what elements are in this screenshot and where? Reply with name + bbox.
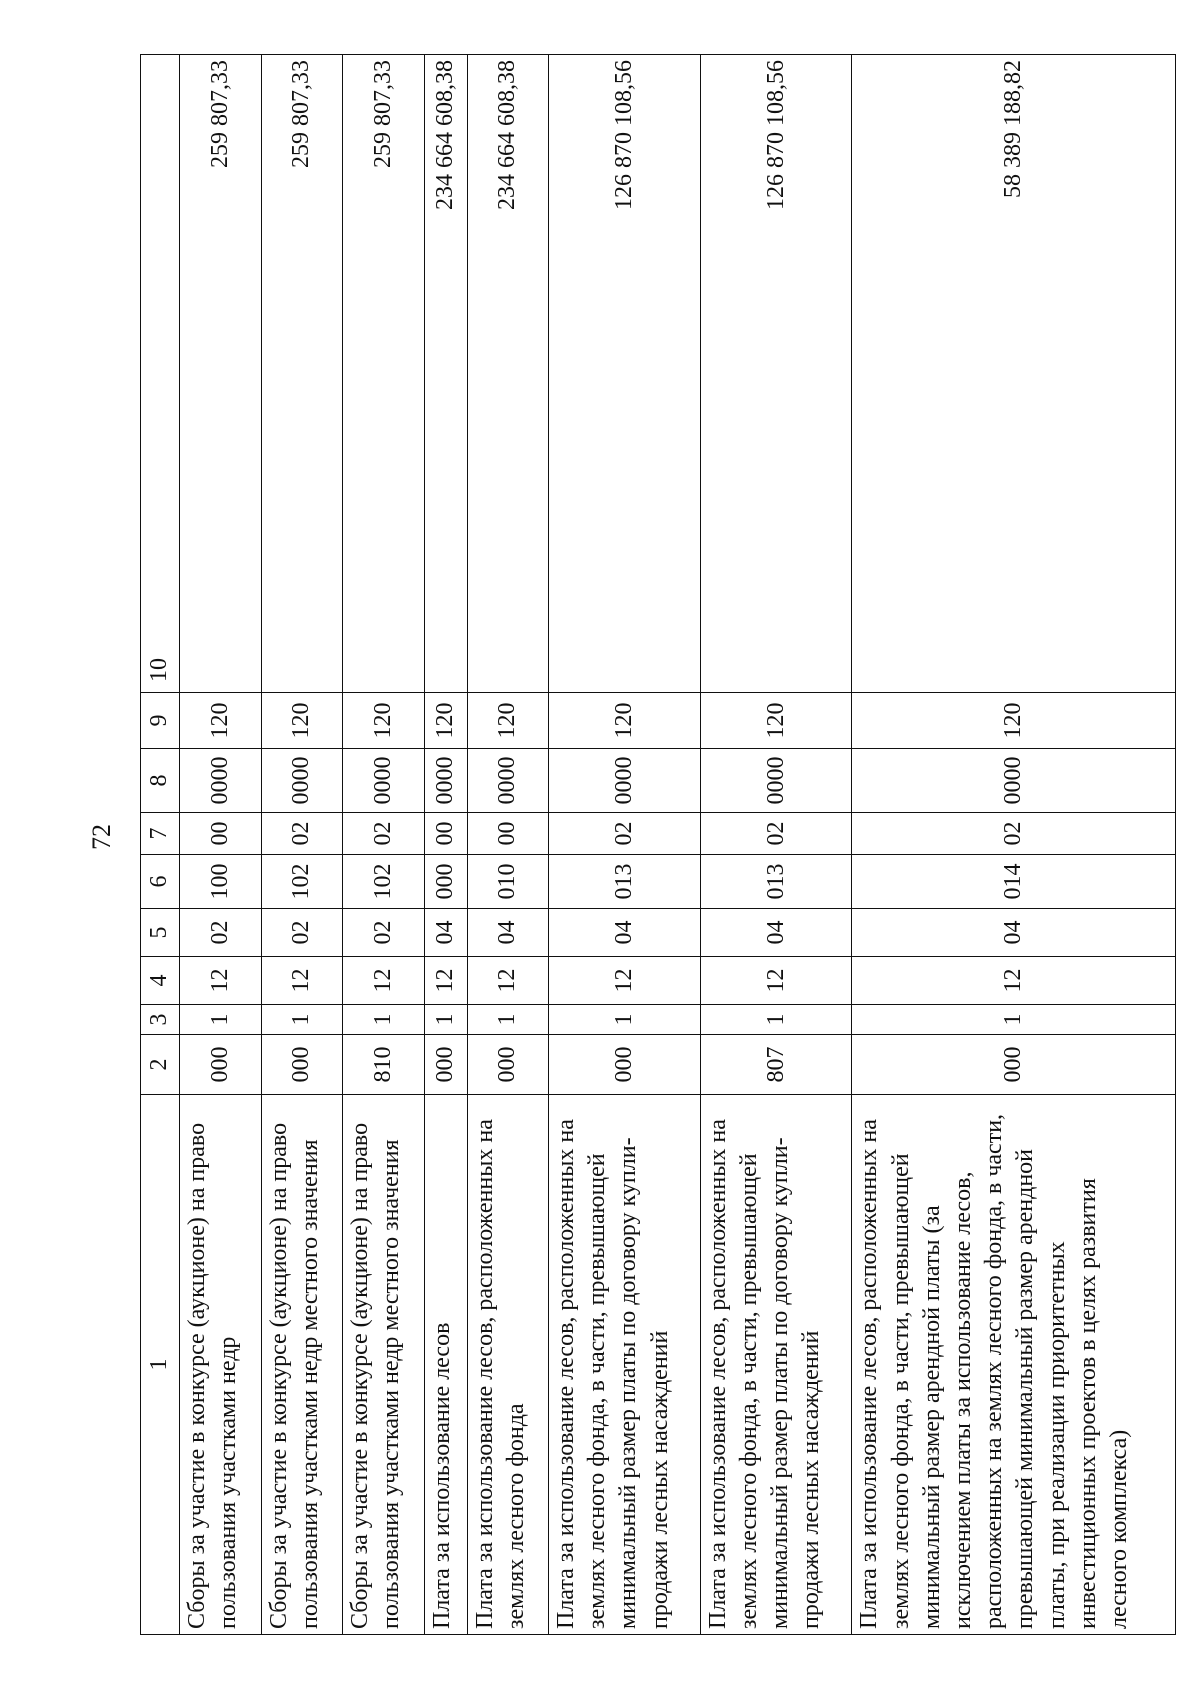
code-cell: 1	[852, 1005, 1176, 1035]
code-cell: 1	[700, 1005, 852, 1035]
code-cell: 02	[261, 909, 343, 957]
table-row	[549, 55, 701, 1635]
rotated-table-container	[140, 55, 1176, 1635]
code-cell: 00	[467, 813, 549, 855]
table-row	[700, 55, 852, 1635]
code-cell: 02	[343, 813, 425, 855]
amount-cell: 58 389 188,82	[852, 55, 1176, 693]
code-cell: 120	[424, 693, 467, 749]
code-cell: 013	[700, 855, 852, 909]
admin-code-cell: 000	[180, 1035, 262, 1095]
code-cell: 1	[424, 1005, 467, 1035]
code-cell: 0000	[549, 749, 701, 813]
code-cell: 02	[852, 813, 1176, 855]
code-cell: 04	[467, 909, 549, 957]
code-cell: 120	[343, 693, 425, 749]
code-cell: 120	[852, 693, 1176, 749]
header-cell: 6	[141, 855, 180, 909]
code-cell: 00	[424, 813, 467, 855]
header-cell: 3	[141, 1005, 180, 1035]
code-cell: 102	[343, 855, 425, 909]
amount-cell: 234 664 608,38	[424, 55, 467, 693]
page-number: 72	[87, 824, 116, 850]
amount-cell: 259 807,33	[261, 55, 343, 693]
code-cell: 1	[549, 1005, 701, 1035]
code-cell: 010	[467, 855, 549, 909]
description-cell: Сборы за участие в конкурсе (аукционе) на право пользования участками недр местного значения	[343, 1095, 425, 1635]
admin-code-cell: 000	[467, 1035, 549, 1095]
code-cell: 12	[852, 957, 1176, 1005]
admin-code-cell: 000	[852, 1035, 1176, 1095]
amount-cell: 126 870 108,56	[700, 55, 852, 693]
code-cell: 12	[424, 957, 467, 1005]
admin-code-cell: 000	[261, 1035, 343, 1095]
description-cell: Плата за использование лесов, расположенных на землях лесного фонда, в части, превышающей минимальный размер платы по договору купли-продажи лесных насаждений	[549, 1095, 701, 1635]
code-cell: 12	[549, 957, 701, 1005]
code-cell: 12	[180, 957, 262, 1005]
code-cell: 04	[852, 909, 1176, 957]
code-cell: 04	[700, 909, 852, 957]
table-row	[180, 55, 262, 1635]
header-cell: 1	[141, 1095, 180, 1635]
code-cell: 00	[180, 813, 262, 855]
header-cell: 2	[141, 1035, 180, 1095]
code-cell: 12	[467, 957, 549, 1005]
code-cell: 04	[549, 909, 701, 957]
header-cell: 4	[141, 957, 180, 1005]
code-cell: 12	[343, 957, 425, 1005]
table-row	[343, 55, 425, 1635]
code-cell: 04	[424, 909, 467, 957]
code-cell: 120	[549, 693, 701, 749]
amount-cell: 259 807,33	[180, 55, 262, 693]
code-cell: 02	[261, 813, 343, 855]
code-cell: 0000	[852, 749, 1176, 813]
description-cell: Сборы за участие в конкурсе (аукционе) на право пользования участками недр	[180, 1095, 262, 1635]
description-cell: Плата за использование лесов	[424, 1095, 467, 1635]
header-cell: 5	[141, 909, 180, 957]
code-cell: 0000	[180, 749, 262, 813]
code-cell: 02	[549, 813, 701, 855]
admin-code-cell: 807	[700, 1035, 852, 1095]
admin-code-cell: 810	[343, 1035, 425, 1095]
code-cell: 120	[700, 693, 852, 749]
code-cell: 02	[180, 909, 262, 957]
header-cell: 7	[141, 813, 180, 855]
header-cell: 9	[141, 693, 180, 749]
code-cell: 0000	[467, 749, 549, 813]
admin-code-cell: 000	[424, 1035, 467, 1095]
code-cell: 1	[467, 1005, 549, 1035]
table-row	[261, 55, 343, 1635]
amount-cell: 259 807,33	[343, 55, 425, 693]
code-cell: 120	[180, 693, 262, 749]
code-cell: 0000	[700, 749, 852, 813]
description-cell: Плата за использование лесов, расположенных на землях лесного фонда, в части, превышающей минимальный размер платы по договору купли-продажи лесных насаждений	[700, 1095, 852, 1635]
code-cell: 02	[343, 909, 425, 957]
code-cell: 013	[549, 855, 701, 909]
code-cell: 120	[467, 693, 549, 749]
table-row	[852, 55, 1176, 1635]
code-cell: 12	[261, 957, 343, 1005]
code-cell: 120	[261, 693, 343, 749]
code-cell: 000	[424, 855, 467, 909]
amount-cell: 234 664 608,38	[467, 55, 549, 693]
admin-code-cell: 000	[549, 1035, 701, 1095]
header-cell: 10	[141, 55, 180, 693]
code-cell: 1	[180, 1005, 262, 1035]
code-cell: 014	[852, 855, 1176, 909]
description-cell: Плата за использование лесов, расположенных на землях лесного фонда, в части, превышающей минимальный размер арендной платы (за исключением платы за использование лесов, расположенных на землях лесного фонда, в части, превышающей минимальный размер арендной платы, при реализации приоритетных инвестиционных проектов в целях развития лесного комплекса)	[852, 1095, 1176, 1635]
code-cell: 0000	[343, 749, 425, 813]
description-cell: Сборы за участие в конкурсе (аукционе) на право пользования участками недр местного значения	[261, 1095, 343, 1635]
code-cell: 1	[261, 1005, 343, 1035]
header-row	[141, 55, 180, 1635]
amount-cell: 126 870 108,56	[549, 55, 701, 693]
code-cell: 100	[180, 855, 262, 909]
code-cell: 0000	[424, 749, 467, 813]
description-cell: Плата за использование лесов, расположенных на землях лесного фонда	[467, 1095, 549, 1635]
budget-revenue-table	[140, 54, 1176, 1635]
code-cell: 02	[700, 813, 852, 855]
code-cell: 102	[261, 855, 343, 909]
table-row	[467, 55, 549, 1635]
table-row	[424, 55, 467, 1635]
header-cell: 8	[141, 749, 180, 813]
code-cell: 0000	[261, 749, 343, 813]
code-cell: 1	[343, 1005, 425, 1035]
code-cell: 12	[700, 957, 852, 1005]
